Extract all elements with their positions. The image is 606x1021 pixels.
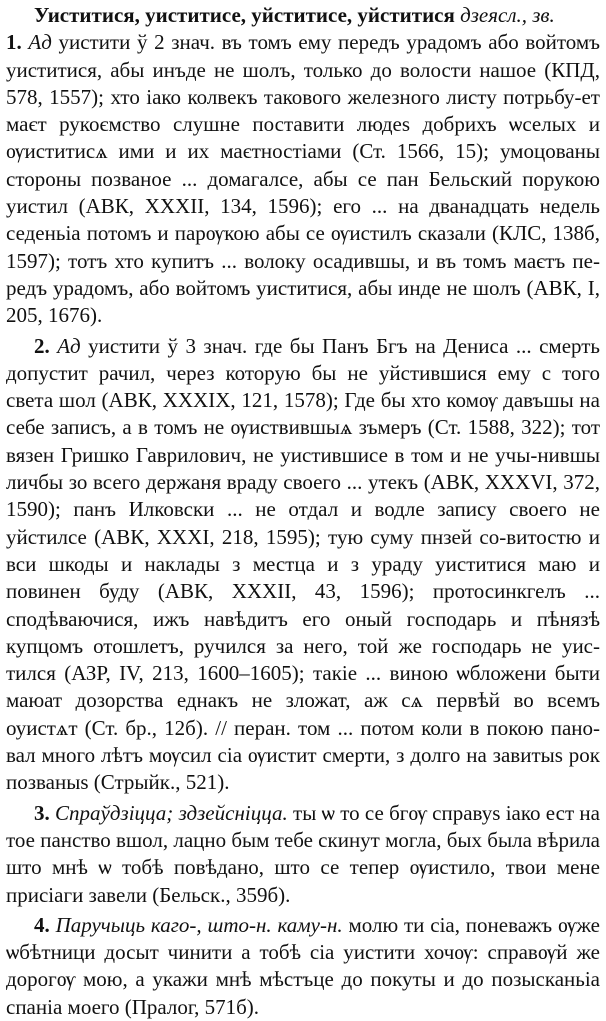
sense-text: молю ти сіа, поневажъ ѹже ѡбѣтници досыт чинити а тобѣ сіа уистити хочѹ: справѹй же дорогѹ мою, а укажи мнѣ мѣстъце до покуты и до позысканьіа спаніа моего (Пралог, 571б). <box>6 912 601 1019</box>
sense-4 <box>6 912 600 1021</box>
sense-number: 4. <box>34 912 50 937</box>
sense-3 <box>6 800 600 909</box>
entry-headword: Уиститися, уиститисе, уйститисе, уйститися <box>34 3 455 27</box>
sense-text: уистити ў 2 знач. въ томъ ему передъ урадомъ або войтомъ уиститися, абы инъде не шолъ, только до волости нашое (КПД, 578, 1557); хто іако колвекъ такового железного листу потрьбу-ет маєт рукоємство слушне поставити людеѕ добрихъ ѡселых и ѹиститисѧ ими и их маєтностіами (Ст. 1566, 15); умоцованы стороны позваное ... домагалсе, абы се пан Бельский порукою уистил (АВК, XXXII, 134, 1596); его ... на дванадцать недель седеньіа потомъ и парѹкою абы се ѹистилъ сказали (КЛС, 138б, 1597); тотъ хто купитъ ... волоку осадившы, и въ томъ маєтъ пе-редъ урадомъ, або войтомъ уиститися, абы инде не шолъ (АВК, I, 205, 1676). <box>6 30 600 328</box>
sense-label: Ад <box>57 333 81 358</box>
sense-label: Паручыць каго-, што-н. каму-н. <box>55 912 343 937</box>
sense-text: ты ѡ то се бгѹ справуѕ іако ест на тое панство вшол, лацно бым тебе скинут могла, бых была вѣрила што мнѣ ѡ тобѣ повѣдано, што се тепер ѹистило, твои мене присіаги завели (Бельск., 359б). <box>6 800 600 907</box>
sense-label: Ад <box>28 30 52 55</box>
sense-number: 2. <box>34 333 50 358</box>
sense-text: уистити ў 3 знач. где бы Панъ Бгъ на Дениса ... смерть допустит рачил, через которую бы не уйстившися ему с того света шол (АВК, XXXIX, 121, 1578); Где бы хто комѹ давъшы на себе записъ, а в томъ не ѹиствившыѧ зъмеръ (Ст. 1588, 322); тот вязен Гришко Гаврилович, не уистившисе в том и не учы-нившы личбы зо всего держаня враду своего ... утекъ (АВК, XXXVI, 372, 1590); панъ Илковски ... не отдал и водле запису своего не уйстилсе (АВК, XXXI, 218, 1595); тую суму пнзей со-витостю и вси шкоды и наклады з местца и з ураду уиститися маю и повинен буду (АВК, XXXII, 43, 1596); протосинкгелъ ... сподѣваючися, ижъ навѣдитъ его оный господарь и пѣнязѣ купцомъ отошлетъ, ручился за него, той же господарь не уис-тился (АЗР, IV, 213, 1600–1605); такіе ... виною ѡбложени быти маюат дозорства еднакъ не зложат, аж сѧ первѣй во всемъ оуистѧт (Ст. бр., 12б). // перан. том ... потом коли в покою пано-вал много лѣтъ мѹсил сіа ѹистит смерти, з долго на завитыѕ рок позваныѕ (Стрыйк., 521). <box>6 333 600 795</box>
entry-header-and-sense-1 <box>6 2 600 330</box>
sense-label: Спраўдзіцца; здзейсніцца. <box>55 800 288 825</box>
sense-number: 3. <box>34 800 50 825</box>
entry-part-of-speech: дзеясл., зв. <box>460 3 555 27</box>
sense-2 <box>6 333 600 797</box>
sense-number: 1. <box>6 30 22 55</box>
